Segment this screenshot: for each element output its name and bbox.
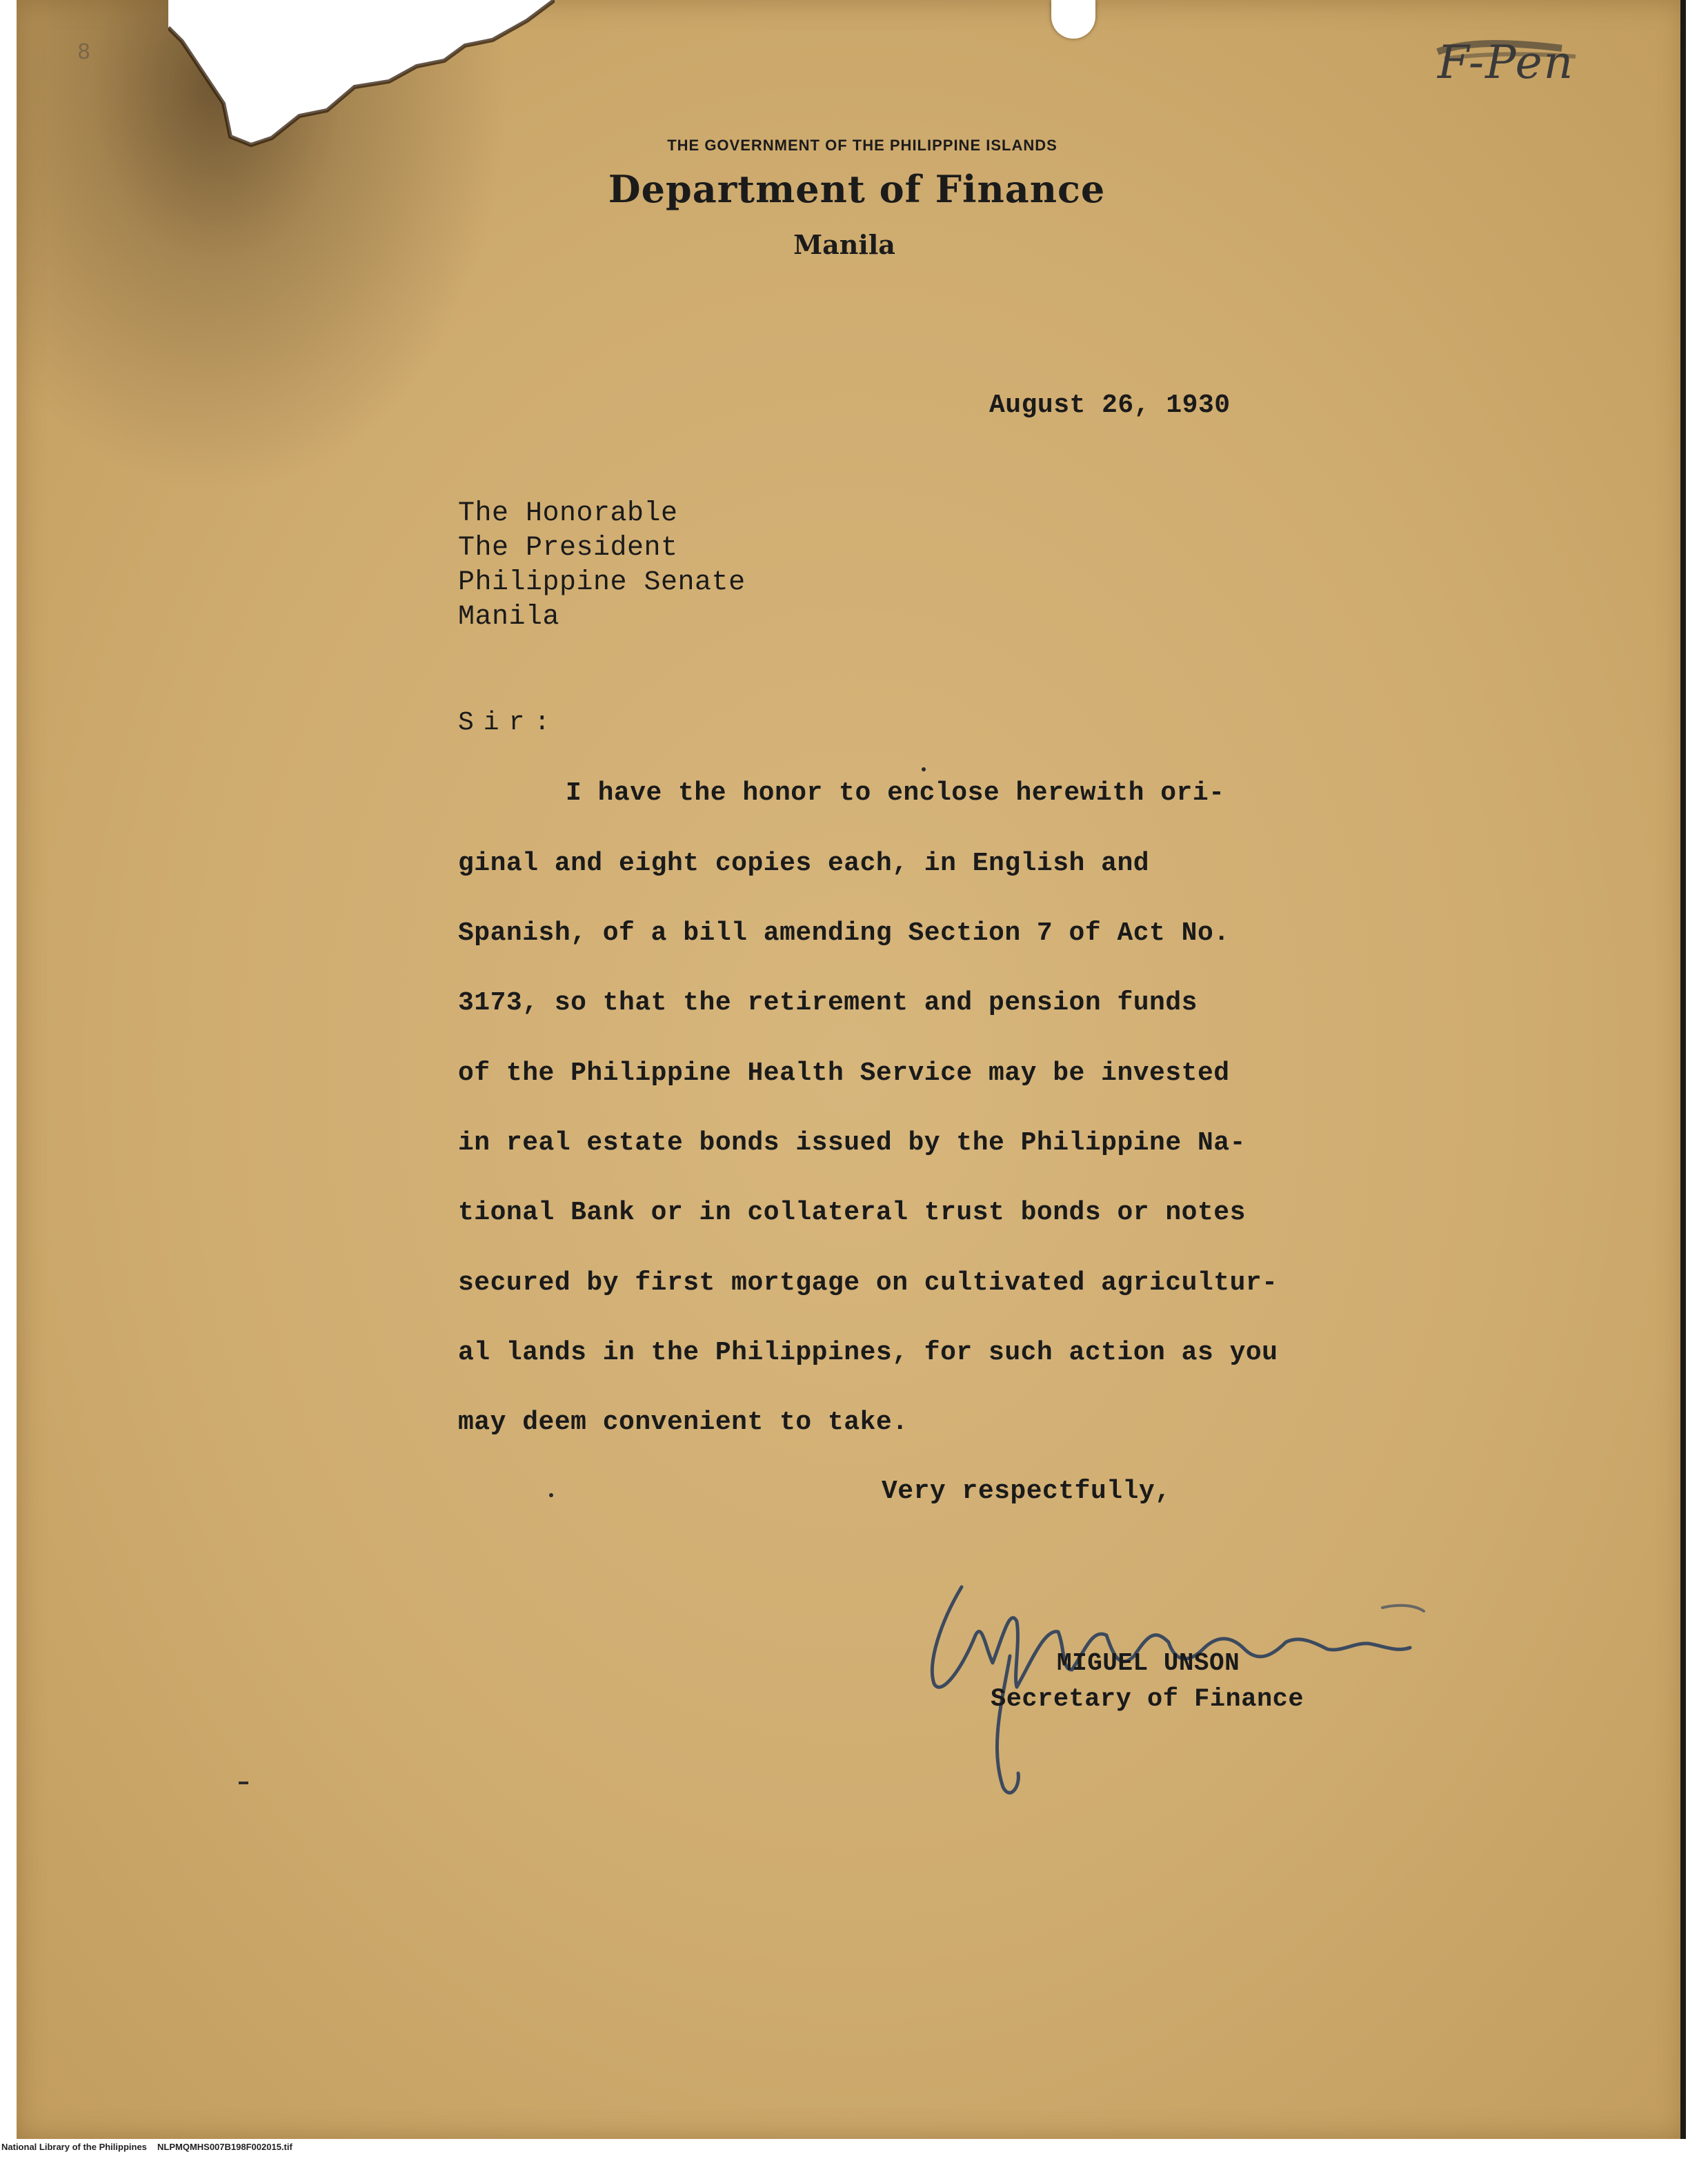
punch-hole [1051,0,1095,39]
handwritten-signature [900,1566,1465,1801]
recipient-line: Philippine Senate [458,567,746,598]
letterhead-government: THE GOVERNMENT OF THE PHILIPPINE ISLANDS [667,137,1057,154]
scan-footer [0,2139,1708,2156]
salutation: Sir: [458,708,560,738]
signer-name: MIGUEL UNSON [1057,1649,1240,1677]
body-line: Spanish, of a bill amending Section 7 of Act No. [458,918,1230,948]
torn-corner [168,0,555,159]
body-line: secured by first mortgage on cultivated agricultur- [458,1268,1278,1298]
pencil-page-number: 8 [77,40,91,64]
body-line: of the Philippine Health Service may be invested [458,1058,1230,1088]
body-line: in real estate bonds issued by the Philippine Na- [458,1128,1246,1158]
body-line: may deem convenient to take. [458,1408,908,1437]
stray-mark [239,1782,248,1784]
body-line: 3173, so that the retirement and pension funds [458,988,1198,1018]
recipient-line: The Honorable [458,498,678,529]
letter-date: August 26, 1930 [989,391,1231,420]
footer-file-id: NLPMQMHS007B198F002015.tif [157,2142,292,2152]
stray-mark [922,767,926,771]
body-line: tional Bank or in collateral trust bonds or notes [458,1198,1246,1227]
body-line: ginal and eight copies each, in English and [458,849,1150,878]
letter-page [17,0,1686,2139]
signer-title: Secretary of Finance [991,1685,1304,1714]
letterhead-department: Department of Finance [608,167,1106,211]
recipient-line: Manila [458,602,560,633]
closing: Very respectfully, [882,1477,1171,1506]
scan-edge [1680,0,1686,2139]
body-line: al lands in the Philippines, for such action as you [458,1338,1278,1368]
file-code: F-Pen [1438,36,1575,89]
recipient-line: The President [458,533,678,564]
body-line: I have the honor to enclose herewith ori- [566,778,1225,808]
stray-mark [549,1493,553,1497]
letterhead-city: Manila [793,229,895,260]
footer-credit: National Library of the Philippines [1,2142,147,2152]
